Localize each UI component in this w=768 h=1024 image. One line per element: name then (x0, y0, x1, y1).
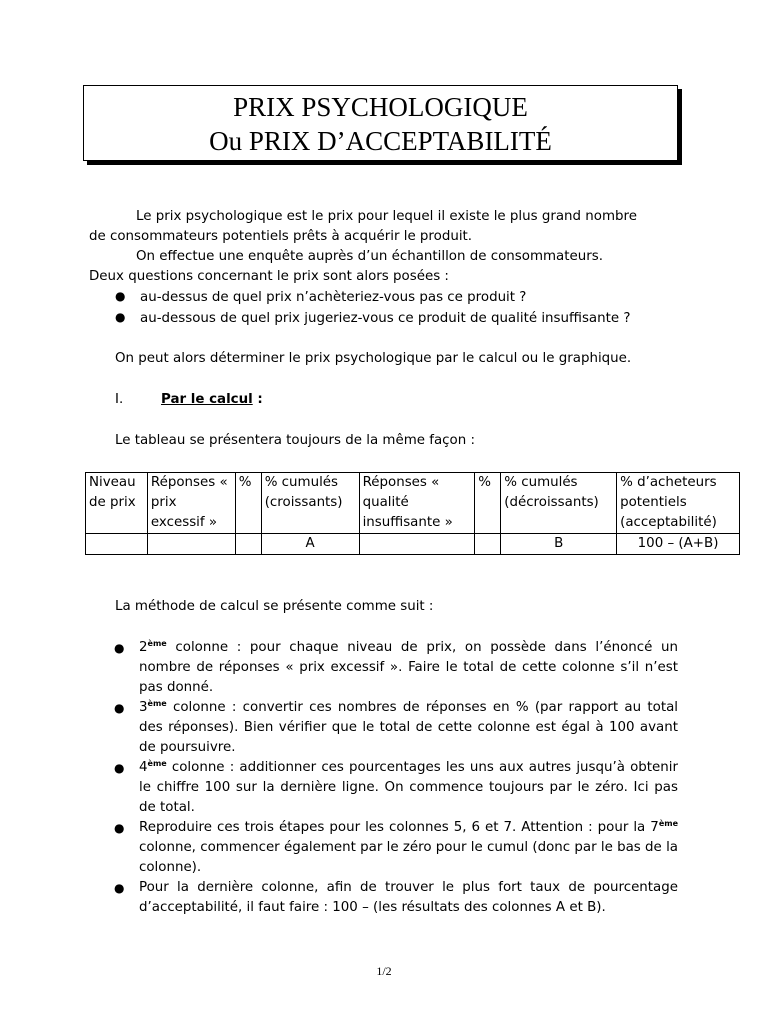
list-item (114, 878, 678, 918)
bullet-icon: ● (114, 641, 125, 655)
question-2: au-dessous de quel prix jugeriez-vous ce produit de qualité insuffisante ? (140, 311, 631, 326)
column-number: 3 (139, 700, 148, 715)
bullet-icon: ● (114, 821, 125, 835)
table-header-cell: % (475, 473, 501, 534)
column-number: 7 (650, 820, 659, 835)
table-header-row (86, 473, 740, 534)
determination-sentence: On peut alors déterminer le prix psychologique par le calcul ou le graphique. (115, 351, 632, 366)
table-header-cell: % cumulés (décroissants) (501, 473, 617, 534)
table-cell (86, 534, 148, 555)
ordinal-suffix: ème (147, 699, 167, 708)
list-item-text: Reproduire ces trois étapes pour les colonnes 5, 6 et 7. Attention : pour la (139, 820, 651, 835)
table-cell: 100 – (A+B) (617, 534, 740, 555)
table-header-cell: Niveau de prix (86, 473, 148, 534)
bullet-icon: ● (115, 289, 126, 303)
bullet-icon: ● (114, 701, 125, 715)
intro-paragraph-line-2: de consommateurs potentiels prêts à acquérir le produit. (89, 229, 473, 244)
price-table (85, 472, 740, 555)
method-intro: La méthode de calcul se présente comme suit : (115, 599, 434, 614)
title-line-1: PRIX PSYCHOLOGIQUE (233, 92, 528, 122)
table-header-cell: % (235, 473, 261, 534)
table-header-cell: Réponses « prix excessif » (147, 473, 235, 534)
list-item (114, 638, 678, 698)
bullet-icon: ● (115, 310, 126, 324)
bullet-icon: ● (114, 881, 125, 895)
title-box (83, 85, 678, 161)
table-header-cell: % cumulés (croissants) (261, 473, 359, 534)
question-1: au-dessus de quel prix n’achèteriez-vous pas ce produit ? (140, 290, 527, 305)
questions-intro: Deux questions concernant le prix sont alors posées : (89, 269, 449, 284)
list-item-text: colonne, commencer également par le zéro pour le cumul (donc par le bas de la colonne). (139, 840, 678, 875)
intro-paragraph-line-1: Le prix psychologique est le prix pour lequel il existe le plus grand nombre (136, 209, 637, 224)
table-cell: B (501, 534, 617, 555)
list-item-text: Pour la dernière colonne, afin de trouver le plus fort taux de pourcentage d’acceptabilité, il faut faire : 100 – (les résultats des colonnes A et B). (139, 880, 678, 915)
table-header-cell: Réponses « qualité insuffisante » (359, 473, 475, 534)
survey-sentence: On effectue une enquête auprès d’un échantillon de consommateurs. (136, 249, 603, 264)
section-colon: : (252, 392, 263, 407)
list-item-text: colonne : convertir ces nombres de réponses en % (par rapport au total des réponses). Bien vérifier que le total de cette colonne est égal à 100 avant de poursuivre. (139, 700, 678, 755)
ordinal-suffix: ème (658, 819, 678, 828)
title-line-2: Ou PRIX D’ACCEPTABILITÉ (209, 126, 552, 156)
table-cell: A (261, 534, 359, 555)
table-intro: Le tableau se présentera toujours de la même façon : (115, 433, 475, 448)
column-number: 4 (139, 760, 148, 775)
table-cell (235, 534, 261, 555)
list-item-text: colonne : additionner ces pourcentages les uns aux autres jusqu’à obtenir le chiffre 100 sur la dernière ligne. On commence toujours par le zéro. Ici pas de total. (139, 760, 678, 815)
ordinal-suffix: ème (147, 639, 167, 648)
ordinal-suffix: ème (147, 759, 167, 768)
table-header-cell: % d’acheteurs potentiels (acceptabilité) (617, 473, 740, 534)
list-item (114, 758, 678, 818)
table-cell (147, 534, 235, 555)
section-number: I. (115, 392, 124, 407)
table-cell (475, 534, 501, 555)
list-item (114, 818, 678, 878)
section-title: Par le calcul (161, 392, 253, 407)
bullet-icon: ● (114, 761, 125, 775)
section-heading (161, 390, 263, 410)
column-number: 2 (139, 640, 148, 655)
list-item-text: colonne : pour chaque niveau de prix, on possède dans l’énoncé un nombre de réponses « prix excessif ». Faire le total de cette colonne s’il n’est pas donné. (139, 640, 678, 695)
page-number: 1/2 (376, 964, 392, 978)
table-row (86, 534, 740, 555)
list-item (114, 698, 678, 758)
table-cell (359, 534, 475, 555)
method-list (114, 638, 678, 918)
